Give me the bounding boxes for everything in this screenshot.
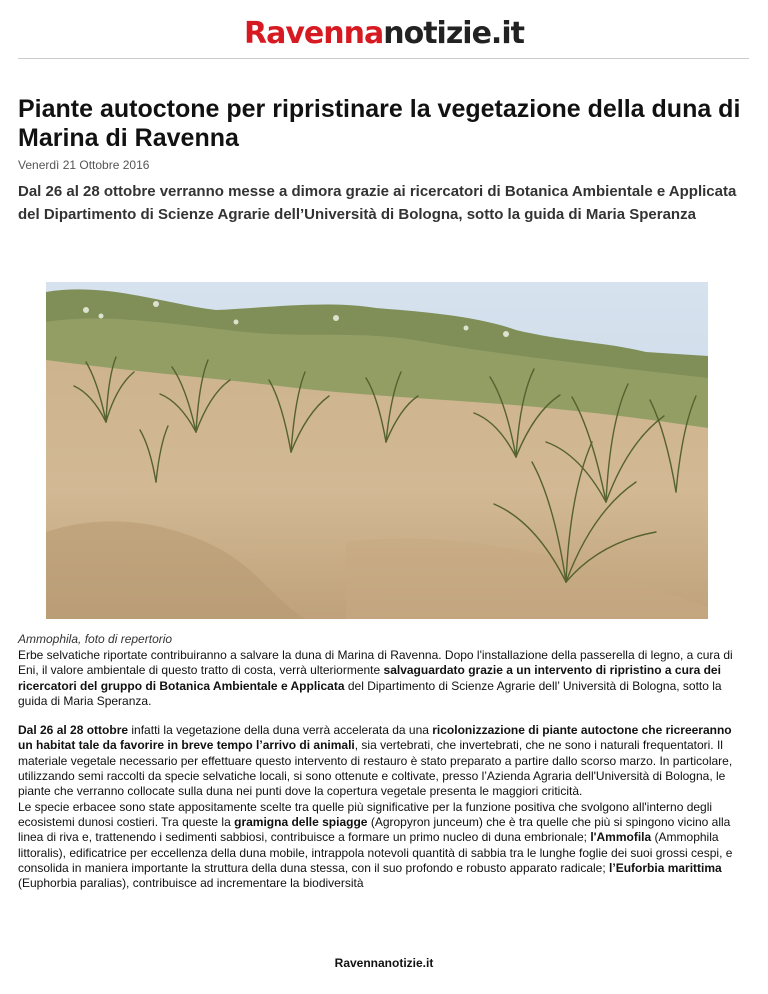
- text-run: (Ammophila littoralis), edificatrice per eccellenza della duna mobile, intrappola notevoli quantità di sabbia tra le lunghe foglie dei suoi grossi cespi, e consolida in maniera importante la struttura della duna stessa, con il suo profondo e robusto apparato radicale;: [18, 830, 733, 875]
- bold-run: salvaguardato grazie a un intervento di ripristino a cura dei ricercatori del gruppo di Botanica Ambientale e Applicata: [18, 663, 721, 693]
- bold-run: gramigna delle spiagge: [234, 814, 368, 829]
- article-subtitle: Dal 26 al 28 ottobre verranno messe a dimora grazie ai ricercatori di Botanica Ambientale e Applicata del Dipartimento di Scienze Agrarie dell’Università di Bologna, sotto la guida di Maria Speranza: [18, 183, 737, 223]
- text-run: del Dipartimento di Scienze Agrarie dell’ Università di Bologna, sotto la guida di Maria Speranza.: [18, 678, 722, 708]
- paragraph-3: [18, 800, 748, 892]
- article-date: Venerdì 21 Ottobre 2016: [18, 158, 150, 172]
- text-run: (Euphorbia paralias), contribuisce ad incrementare la biodiversità: [18, 876, 364, 891]
- paragraph-1: [18, 648, 748, 709]
- text-run: infatti la vegetazione della duna verrà accelerata da una: [128, 723, 433, 738]
- paragraph-2: [18, 723, 748, 799]
- bold-run: Dal 26 al 28 ottobre: [18, 723, 129, 738]
- bold-run: l'Ammofila: [590, 830, 652, 845]
- text-run: (Agropyron junceum) che è tra quelle che più si spingono vicino alla linea di riva e, trattenendo i sedimenti sabbiosi, contribuisce a formare un primo nucleo di duna embrionale;: [18, 814, 731, 845]
- logo-notizie: notizie.it: [383, 16, 524, 51]
- site-logo[interactable]: [0, 16, 768, 52]
- text-run: Le specie erbacee sono state appositamente scelte tra quelle più significative per la funzione positiva che svolgono all'interno degli ecosistemi dunosi costieri. Tra queste la: [18, 799, 713, 829]
- article-photo: [46, 282, 708, 619]
- text-run: Erbe selvatiche riportate contribuiranno a salvare la duna di Marina di Ravenna. Dopo l'installazione della passerella di legno, a cura di Eni, il valore ambientale di questo tratto di costa, verrà ulteriormente: [18, 648, 733, 678]
- header-divider: [18, 58, 749, 59]
- image-caption: Ammophila, foto di repertorio: [18, 632, 173, 646]
- bold-run: ricolonizzazione di piante autoctone che ricreeranno un habitat tale da favorire in breve tempo l’arrivo di animali: [18, 723, 732, 753]
- text-run: , sia vertebrati, che invertebrati, che ne sono i naturali frequentatori. Il materiale vegetale necessario per effettuare questo intervento di restauro è stato preparato a partire dallo scorso marzo. In particolare, utilizzando semi raccolti da specie selvatiche locali, si sono ottenute e coltivate, presso l’Azienda Agraria dell'Università di Bologna, le piante che verranno collocate sulla duna nei punti dove la copertura vegetale presenta le maggiori criticità.: [18, 738, 733, 799]
- footer-site-name[interactable]: Ravennanotizie.it: [334, 956, 434, 970]
- bold-run: l’Euforbia marittima: [609, 860, 722, 875]
- article-body: [18, 648, 748, 891]
- logo-ravenna: Ravenna: [244, 16, 384, 51]
- article-title: Piante autoctone per ripristinare la vegetazione della duna di Marina di Ravenna: [18, 95, 741, 152]
- dune-grass-image: [46, 282, 708, 619]
